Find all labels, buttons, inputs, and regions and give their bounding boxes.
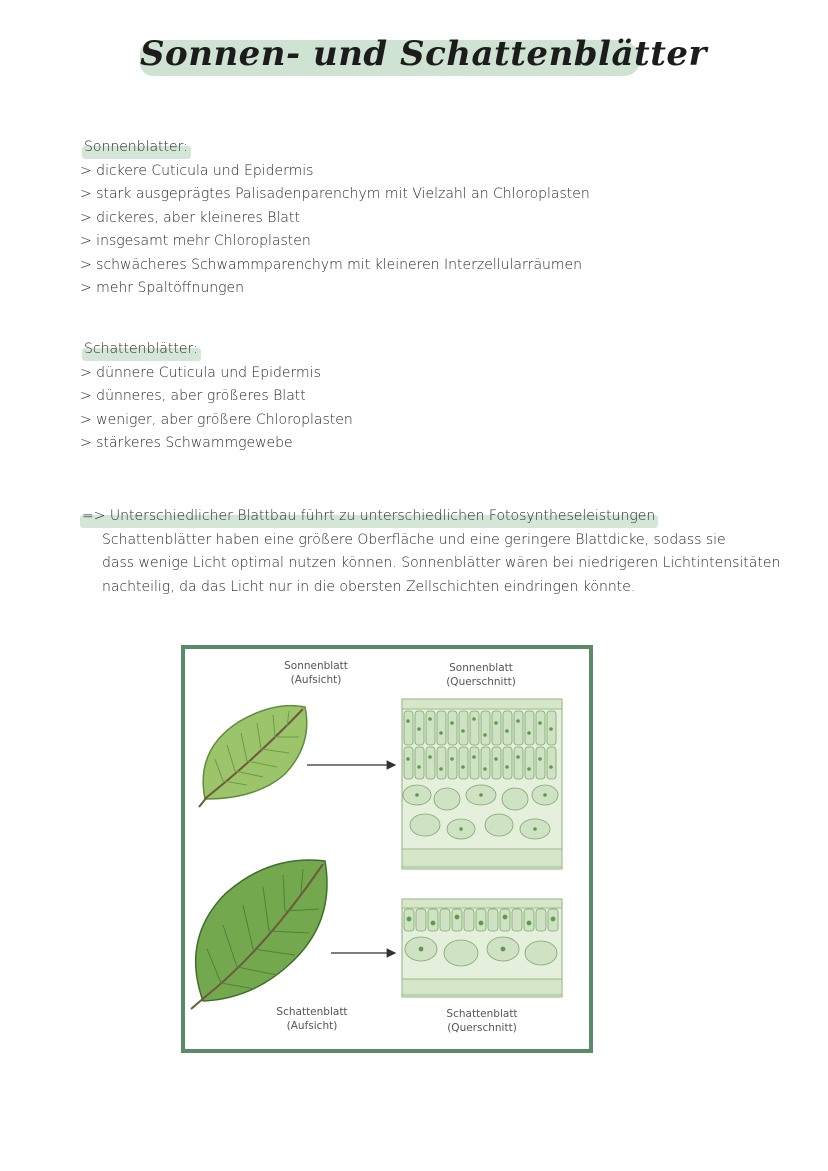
list-item: > schwächeres Schwammparenchym mit kleineren Interzellularräumen [80, 256, 583, 273]
shade-top-subtitle: (Aufsicht) [286, 1020, 338, 1032]
conclusion-heading: => Unterschiedlicher Blattbau führt zu unterschiedlichen Fotosyntheseleistungen [80, 505, 658, 529]
list-item: > mehr Spaltöffnungen [80, 280, 244, 296]
shade-cross-subtitle: (Querschnitt) [447, 1022, 517, 1034]
shade-leaves-section [80, 338, 353, 456]
shade-top-title: Schattenblatt [276, 1006, 348, 1018]
conclusion-line: nachteilig, da das Licht nur in die obersten Zellschichten eindringen könnte. [102, 578, 636, 595]
conclusion-line: Schattenblätter haben eine größere Oberfläche und eine geringere Blattdicke, sodass sie [102, 531, 726, 548]
page-title: Sonnen- und Schattenblätter [140, 34, 707, 74]
sun-top-title: Sonnenblatt [284, 660, 348, 672]
sun-top-subtitle: (Aufsicht) [290, 674, 342, 686]
conclusion-section [80, 505, 780, 599]
sun-cross-label [416, 661, 546, 689]
shade-cross-section [402, 899, 562, 997]
sun-leaves-heading: Sonnenblatter: [82, 136, 191, 160]
list-item: > dickere Cuticula und Epidermis [80, 162, 314, 179]
figure-illustration [185, 649, 589, 1049]
sun-leaf-icon [199, 706, 307, 807]
list-item: > stärkeres Schwammgewebe [80, 435, 293, 451]
list-item: > dünnere Cuticula und Epidermis [80, 364, 321, 381]
shade-leaves-list [80, 362, 353, 456]
sun-cross-subtitle: (Querschnitt) [446, 676, 516, 688]
list-item: > weniger, aber größere Chloroplasten [80, 411, 353, 428]
sun-cross-section [402, 699, 562, 869]
shade-leaf-icon [191, 860, 327, 1009]
title-banner [140, 30, 707, 86]
list-item: > insgesamt mehr Chloroplasten [80, 233, 311, 249]
conclusion-line: dass wenige Licht optimal nutzen können. Sonnenblätter wären bei niedrigeren Lichtintensitäten [102, 555, 781, 571]
list-item: > stark ausgeprägtes Palisadenparenchym mit Vielzahl an Chloroplasten [80, 186, 590, 202]
list-item: > dünneres, aber größeres Blatt [80, 388, 306, 404]
shade-leaves-heading: Schattenblätter: [82, 338, 201, 362]
leaf-comparison-figure [181, 645, 593, 1053]
shade-cross-title: Schattenblatt [446, 1008, 518, 1020]
sun-cross-title: Sonnenblatt [449, 662, 513, 674]
sun-leaves-list [80, 160, 590, 301]
sun-leaves-section [80, 136, 590, 301]
shade-cross-label [417, 1007, 547, 1035]
shade-top-label [247, 1005, 377, 1033]
conclusion-body [80, 529, 780, 600]
list-item: > dickeres, aber kleineres Blatt [80, 209, 300, 226]
sun-top-label [251, 659, 381, 687]
